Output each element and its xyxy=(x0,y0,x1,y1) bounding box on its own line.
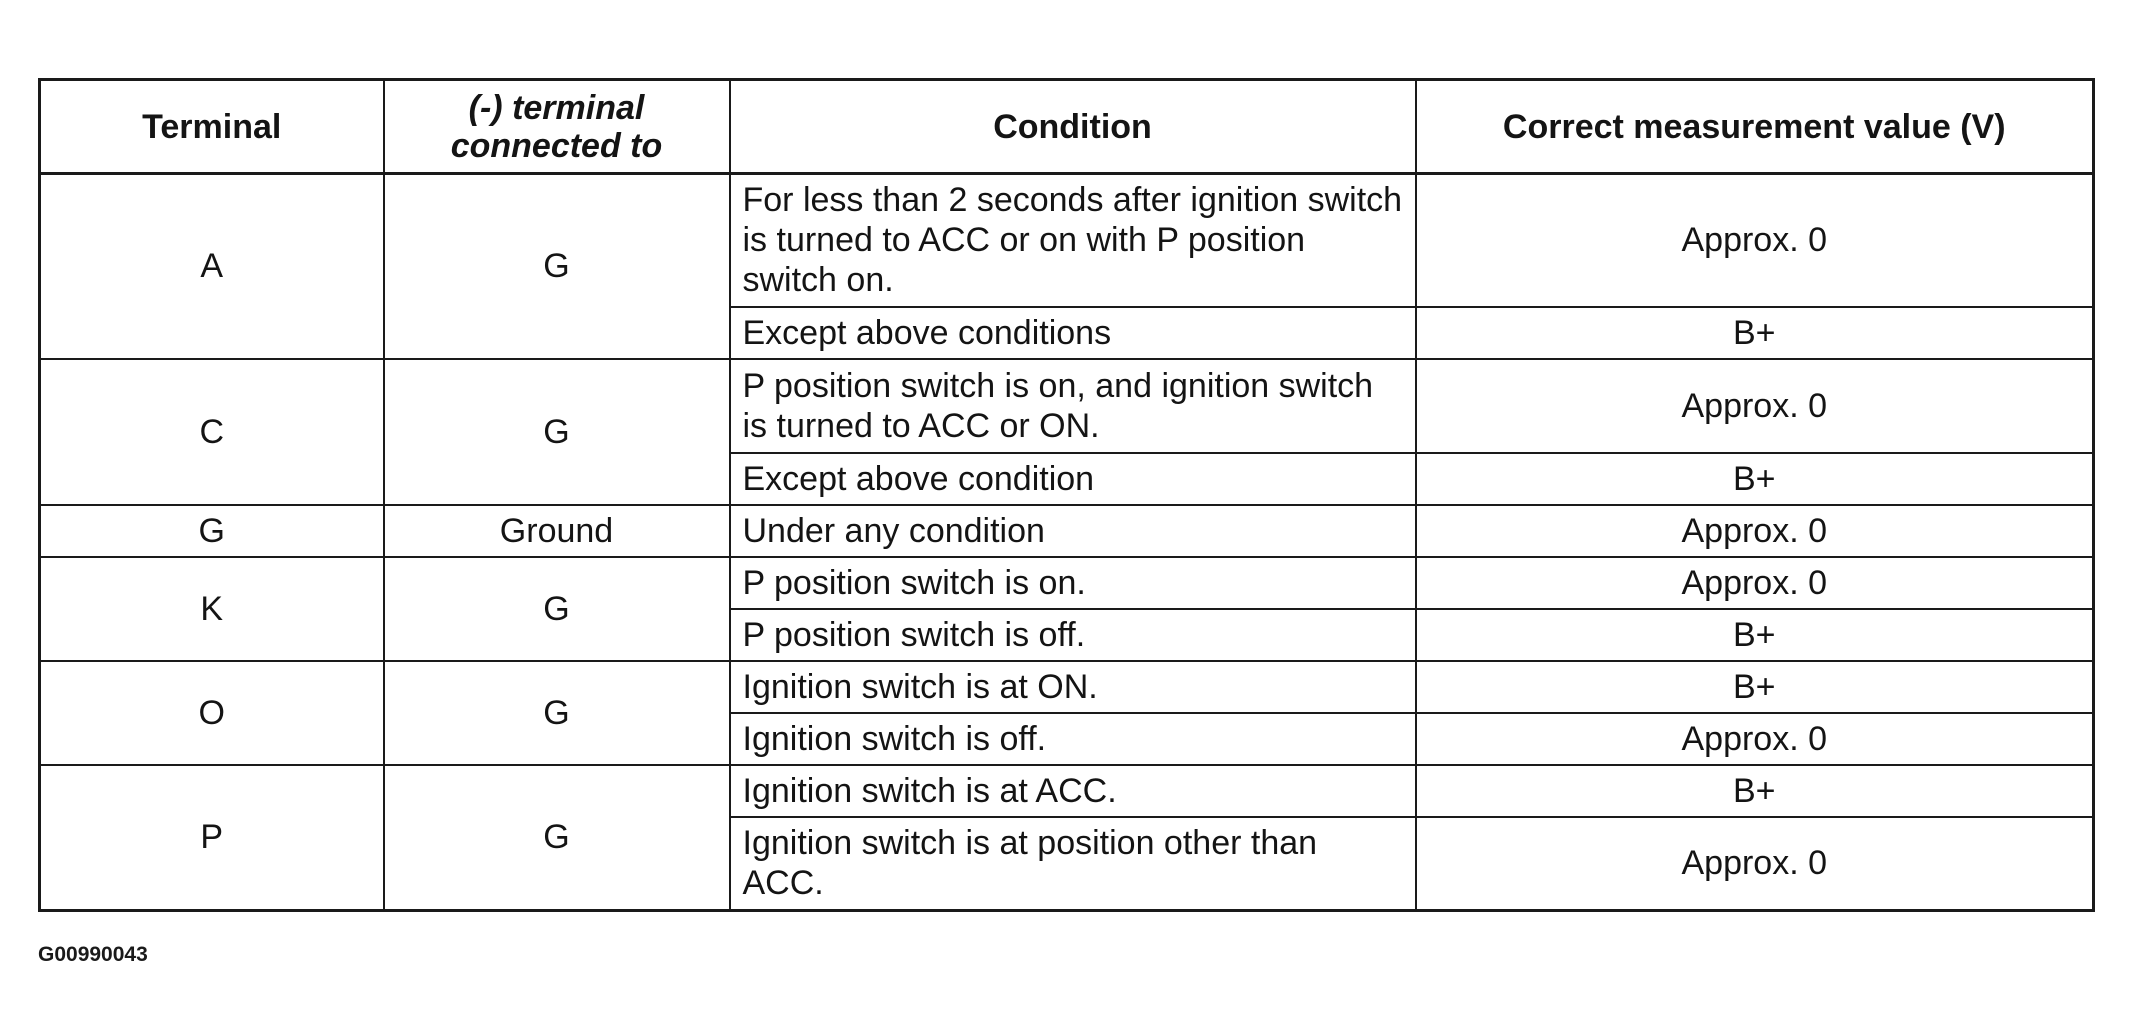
value-cell: Approx. 0 xyxy=(1416,359,2094,453)
connected-to-cell: Ground xyxy=(384,505,730,557)
terminal-cell: G xyxy=(40,505,384,557)
value-cell: Approx. 0 xyxy=(1416,713,2094,765)
terminal-cell: K xyxy=(40,557,384,661)
table-row xyxy=(40,174,2094,307)
terminal-voltage-table xyxy=(38,78,2095,912)
condition-cell: Except above conditions xyxy=(730,307,1416,359)
condition-cell: Except above condition xyxy=(730,453,1416,505)
value-cell: Approx. 0 xyxy=(1416,557,2094,609)
condition-cell: P position switch is on, and ignition switch is turned to ACC or ON. xyxy=(730,359,1416,453)
condition-cell: Ignition switch is off. xyxy=(730,713,1416,765)
value-cell: B+ xyxy=(1416,307,2094,359)
header-connected-line2: connected to xyxy=(450,126,663,165)
header-connected-line1: (-) terminal xyxy=(468,88,645,127)
value-cell: Approx. 0 xyxy=(1416,817,2094,911)
connected-to-cell: G xyxy=(384,661,730,765)
header-measurement-value: Correct measurement value (V) xyxy=(1416,80,2094,174)
condition-cell: Under any condition xyxy=(730,505,1416,557)
terminal-cell: C xyxy=(40,359,384,505)
condition-cell: P position switch is on. xyxy=(730,557,1416,609)
header-terminal: Terminal xyxy=(40,80,384,174)
terminal-cell: A xyxy=(40,174,384,359)
table-row xyxy=(40,505,2094,557)
header-row xyxy=(40,80,2094,174)
terminal-cell: P xyxy=(40,765,384,911)
condition-cell: P position switch is off. xyxy=(730,609,1416,661)
condition-cell: Ignition switch is at position other than ACC. xyxy=(730,817,1416,911)
terminal-cell: O xyxy=(40,661,384,765)
table-row xyxy=(40,765,2094,817)
value-cell: Approx. 0 xyxy=(1416,505,2094,557)
connected-to-cell: G xyxy=(384,765,730,911)
connected-to-cell: G xyxy=(384,174,730,359)
table-row xyxy=(40,557,2094,609)
connected-to-cell: G xyxy=(384,557,730,661)
value-cell: B+ xyxy=(1416,609,2094,661)
connected-to-cell: G xyxy=(384,359,730,505)
condition-cell: For less than 2 seconds after ignition switch is turned to ACC or on with P position switch on. xyxy=(730,174,1416,307)
header-connected-to xyxy=(384,80,730,174)
value-cell: B+ xyxy=(1416,453,2094,505)
header-condition: Condition xyxy=(730,80,1416,174)
value-cell: Approx. 0 xyxy=(1416,174,2094,307)
table-row xyxy=(40,359,2094,453)
figure-id: G00990043 xyxy=(38,943,148,966)
value-cell: B+ xyxy=(1416,765,2094,817)
table-row xyxy=(40,661,2094,713)
condition-cell: Ignition switch is at ON. xyxy=(730,661,1416,713)
value-cell: B+ xyxy=(1416,661,2094,713)
condition-cell: Ignition switch is at ACC. xyxy=(730,765,1416,817)
